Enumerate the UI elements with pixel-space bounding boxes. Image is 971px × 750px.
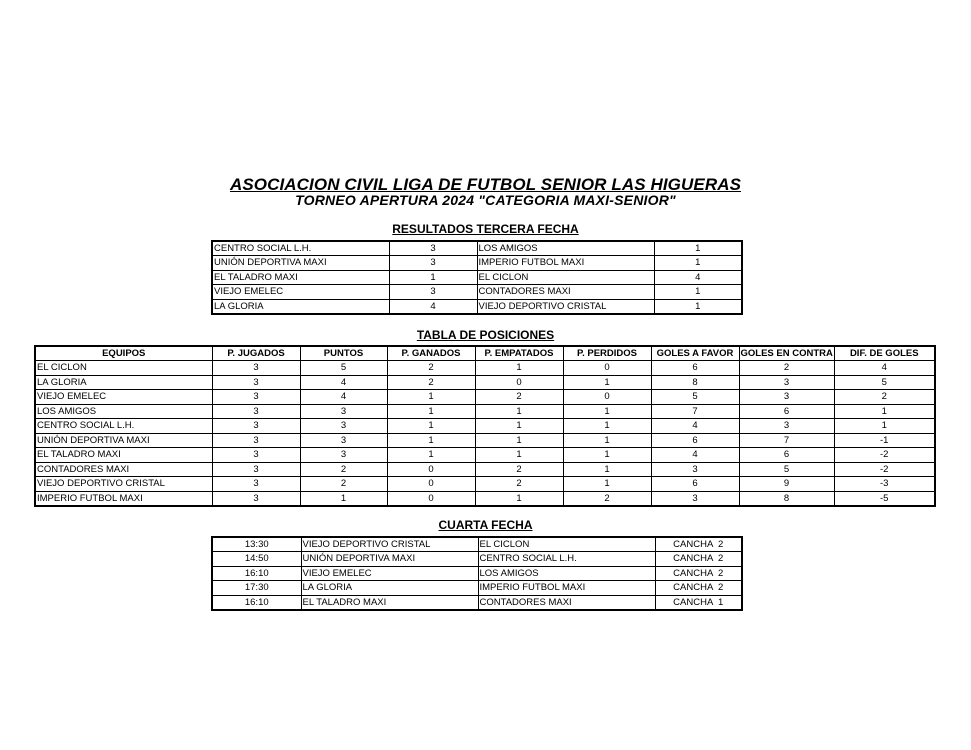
standings-value: 0 xyxy=(563,361,651,376)
fixture-time: 13:30 xyxy=(212,537,301,552)
standings-column-header: P. JUGADOS xyxy=(212,346,300,361)
standings-value: 4 xyxy=(834,361,935,376)
fixture-home-team: VIEJO EMELEC xyxy=(301,566,478,581)
standings-value: 1 xyxy=(475,491,563,506)
standings-value: 0 xyxy=(387,462,475,477)
result-row xyxy=(212,270,742,285)
standings-value: 0 xyxy=(387,491,475,506)
standings-value: 1 xyxy=(475,448,563,463)
fixture-away-team: EL CICLON xyxy=(478,537,655,552)
standings-value: 2 xyxy=(300,462,387,477)
fixture-row xyxy=(212,537,742,552)
results-title: RESULTADOS TERCERA FECHA xyxy=(392,222,579,236)
standings-column-header: GOLES EN CONTRA xyxy=(740,348,833,359)
standings-value: 3 xyxy=(212,462,300,477)
standings-table xyxy=(34,345,936,507)
standings-value: 4 xyxy=(300,375,387,390)
standings-value: 3 xyxy=(300,433,387,448)
standings-row xyxy=(35,491,935,506)
standings-value: 3 xyxy=(212,361,300,376)
standings-value: -3 xyxy=(834,477,935,492)
standings-value: 1 xyxy=(563,433,651,448)
standings-team: IMPERIO FUTBOL MAXI xyxy=(35,491,212,506)
standings-value: 5 xyxy=(834,375,935,390)
fixtures-title: CUARTA FECHA xyxy=(438,518,533,532)
result-away-goals: 1 xyxy=(654,241,742,256)
standings-value: 3 xyxy=(212,477,300,492)
page-subtitle: TORNEO APERTURA 2024 "CATEGORIA MAXI-SENIOR" xyxy=(295,192,676,208)
result-home-team: UNIÓN DEPORTIVA MAXI xyxy=(212,256,389,271)
standings-column-header: P. EMPATADOS xyxy=(475,346,563,361)
fixture-row xyxy=(212,595,742,610)
standings-value: 1 xyxy=(563,419,651,434)
result-away-goals: 4 xyxy=(654,270,742,285)
standings-value: 6 xyxy=(739,404,834,419)
standings-value: 3 xyxy=(300,419,387,434)
standings-column-header: PUNTOS xyxy=(300,346,387,361)
fixture-field: CANCHA 2 xyxy=(655,552,742,567)
fixture-time: 16:10 xyxy=(212,595,301,610)
standings-value: 3 xyxy=(212,433,300,448)
standings-row xyxy=(35,419,935,434)
standings-value: 1 xyxy=(563,404,651,419)
standings-row xyxy=(35,462,935,477)
result-row xyxy=(212,256,742,271)
standings-team: EL TALADRO MAXI xyxy=(35,448,212,463)
standings-value: -2 xyxy=(834,448,935,463)
standings-value: 2 xyxy=(387,375,475,390)
standings-value: 1 xyxy=(387,433,475,448)
standings-value: 0 xyxy=(387,477,475,492)
fixture-row xyxy=(212,581,742,596)
result-home-goals: 3 xyxy=(389,256,477,271)
standings-value: 1 xyxy=(387,390,475,405)
result-away-goals: 1 xyxy=(654,299,742,314)
standings-team: VIEJO EMELEC xyxy=(35,390,212,405)
standings-team: CENTRO SOCIAL L.H. xyxy=(35,419,212,434)
standings-value: 1 xyxy=(563,375,651,390)
fixture-home-team: EL TALADRO MAXI xyxy=(301,595,478,610)
fixture-home-team: VIEJO DEPORTIVO CRISTAL xyxy=(301,537,478,552)
standings-value: 3 xyxy=(300,404,387,419)
fixture-field: CANCHA 2 xyxy=(655,566,742,581)
result-home-goals: 3 xyxy=(389,241,477,256)
fixture-home-team: UNIÓN DEPORTIVA MAXI xyxy=(301,552,478,567)
standings-value: 3 xyxy=(739,390,834,405)
standings-value: 7 xyxy=(739,433,834,448)
fixture-away-team: LOS AMIGOS xyxy=(478,566,655,581)
result-away-team: EL CICLON xyxy=(477,270,654,285)
standings-value: 2 xyxy=(475,390,563,405)
standings-value: 2 xyxy=(834,390,935,405)
standings-value: 8 xyxy=(739,491,834,506)
standings-value: 8 xyxy=(651,375,739,390)
standings-value: 5 xyxy=(651,390,739,405)
standings-column-header: EQUIPOS xyxy=(35,346,212,361)
standings-title: TABLA DE POSICIONES xyxy=(416,328,555,342)
standings-value: 1 xyxy=(834,419,935,434)
standings-value: 3 xyxy=(212,419,300,434)
standings-team: UNIÓN DEPORTIVA MAXI xyxy=(35,433,212,448)
standings-value: 5 xyxy=(739,462,834,477)
result-away-team: IMPERIO FUTBOL MAXI xyxy=(477,256,654,271)
fixture-away-team: CONTADORES MAXI xyxy=(478,595,655,610)
standings-value: 3 xyxy=(739,375,834,390)
standings-value: 5 xyxy=(300,361,387,376)
result-away-team: VIEJO DEPORTIVO CRISTAL xyxy=(477,299,654,314)
page-title: ASOCIACION CIVIL LIGA DE FUTBOL SENIOR LAS HIGUERAS xyxy=(229,175,742,194)
standings-column-header: P. PERDIDOS xyxy=(563,346,651,361)
standings-value: 2 xyxy=(387,361,475,376)
standings-value: 4 xyxy=(300,390,387,405)
result-home-goals: 4 xyxy=(389,299,477,314)
result-home-goals: 3 xyxy=(389,285,477,300)
fixture-row xyxy=(212,566,742,581)
standings-team: VIEJO DEPORTIVO CRISTAL xyxy=(35,477,212,492)
fixture-row xyxy=(212,552,742,567)
standings-value: 1 xyxy=(475,404,563,419)
standings-value: 6 xyxy=(651,477,739,492)
standings-value: 3 xyxy=(300,448,387,463)
standings-value: 1 xyxy=(563,462,651,477)
standings-row xyxy=(35,404,935,419)
standings-value: 2 xyxy=(475,462,563,477)
result-home-team: VIEJO EMELEC xyxy=(212,285,389,300)
standings-value: 6 xyxy=(739,448,834,463)
standings-value: 3 xyxy=(212,404,300,419)
standings-value: 7 xyxy=(651,404,739,419)
standings-value: 4 xyxy=(651,419,739,434)
result-home-goals: 1 xyxy=(389,270,477,285)
standings-value: 3 xyxy=(212,390,300,405)
fixture-field: CANCHA 1 xyxy=(655,595,742,610)
standings-team: LA GLORIA xyxy=(35,375,212,390)
standings-value: 2 xyxy=(475,477,563,492)
standings-column-header: DIF. DE GOLES xyxy=(834,346,935,361)
standings-value: 1 xyxy=(475,419,563,434)
standings-value: 1 xyxy=(300,491,387,506)
fixture-away-team: CENTRO SOCIAL L.H. xyxy=(478,552,655,567)
fixture-time: 17:30 xyxy=(212,581,301,596)
standings-row xyxy=(35,477,935,492)
standings-value: 1 xyxy=(834,404,935,419)
standings-value: -1 xyxy=(834,433,935,448)
standings-header-row xyxy=(35,346,935,361)
standings-row xyxy=(35,448,935,463)
standings-value: 1 xyxy=(563,477,651,492)
standings-row xyxy=(35,361,935,376)
result-row xyxy=(212,285,742,300)
standings-value: 3 xyxy=(212,375,300,390)
result-home-team: CENTRO SOCIAL L.H. xyxy=(212,241,389,256)
standings-team: LOS AMIGOS xyxy=(35,404,212,419)
standings-value: 2 xyxy=(300,477,387,492)
standings-value: -5 xyxy=(834,491,935,506)
standings-value: 1 xyxy=(387,419,475,434)
standings-value: 3 xyxy=(212,491,300,506)
standings-value: 1 xyxy=(475,361,563,376)
fixture-away-team: IMPERIO FUTBOL MAXI xyxy=(478,581,655,596)
fixture-field: CANCHA 2 xyxy=(655,537,742,552)
result-away-team: CONTADORES MAXI xyxy=(477,285,654,300)
standings-row xyxy=(35,433,935,448)
standings-value: 1 xyxy=(387,404,475,419)
standings-value: 0 xyxy=(475,375,563,390)
results-table xyxy=(211,240,743,315)
standings-value: 6 xyxy=(651,361,739,376)
standings-value: 1 xyxy=(387,448,475,463)
standings-value: -2 xyxy=(834,462,935,477)
result-away-goals: 1 xyxy=(654,256,742,271)
standings-column-header: P. GANADOS xyxy=(387,346,475,361)
fixture-home-team: LA GLORIA xyxy=(301,581,478,596)
standings-value: 2 xyxy=(739,361,834,376)
standings-value: 2 xyxy=(563,491,651,506)
fixture-field: CANCHA 2 xyxy=(655,581,742,596)
result-away-goals: 1 xyxy=(654,285,742,300)
fixture-time: 16:10 xyxy=(212,566,301,581)
result-row xyxy=(212,241,742,256)
result-home-team: LA GLORIA xyxy=(212,299,389,314)
standings-team: EL CICLON xyxy=(35,361,212,376)
standings-value: 9 xyxy=(739,477,834,492)
fixtures-table xyxy=(211,536,743,611)
standings-value: 3 xyxy=(212,448,300,463)
standings-team: CONTADORES MAXI xyxy=(35,462,212,477)
result-away-team: LOS AMIGOS xyxy=(477,241,654,256)
result-row xyxy=(212,299,742,314)
fixture-time: 14:50 xyxy=(212,552,301,567)
standings-value: 3 xyxy=(651,491,739,506)
result-home-team: EL TALADRO MAXI xyxy=(212,270,389,285)
standings-value: 3 xyxy=(739,419,834,434)
standings-value: 1 xyxy=(563,448,651,463)
standings-value: 4 xyxy=(651,448,739,463)
standings-value: 1 xyxy=(475,433,563,448)
standings-column-header: GOLES A FAVOR xyxy=(651,346,739,361)
standings-value: 0 xyxy=(563,390,651,405)
standings-row xyxy=(35,390,935,405)
standings-value: 6 xyxy=(651,433,739,448)
standings-value: 3 xyxy=(651,462,739,477)
standings-row xyxy=(35,375,935,390)
